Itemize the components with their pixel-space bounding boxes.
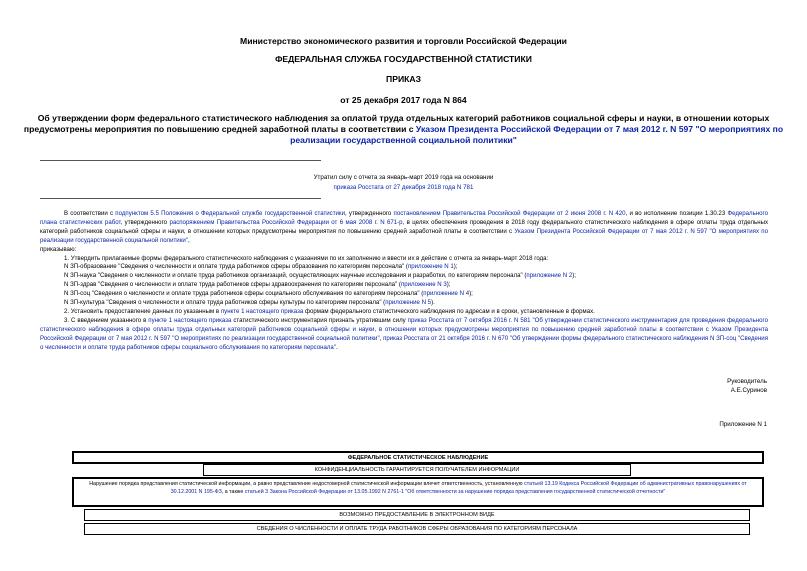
electronic-box: ВОЗМОЖНО ПРЕДОСТАВЛЕНИЕ В ЭЛЕКТРОННОМ ВИДЕ bbox=[84, 509, 750, 521]
title-text: Об утверждении форм федерального статистического наблюдения за оплатой труда отдельных категорий работников социальной сферы и науки, в отношении которых предусмотрены мероприятия по повышению средней заработной платы в соответствии с bbox=[23, 113, 770, 134]
preamble-link-1[interactable]: подпунктом 5.5 Положения о Федеральной службе государственной статистики bbox=[115, 210, 345, 217]
appendix-2-link[interactable]: приложение N 2 bbox=[526, 272, 573, 280]
item2-paragraph: 2. Установить предоставление данных по указанным в пункте 1 настоящего приказа формам федерального статистического наблюдения по адресам и в сроки, установленные в формах. bbox=[64, 307, 595, 315]
title-decree-link[interactable]: Указом Президента Российской Федерации от 7 мая 2012 г. N 597 "О мероприятиях по реализации государственной социальной политики" bbox=[290, 124, 784, 145]
repealed-order-670-link[interactable]: приказ Росстата от 21 октября 2016 г. N 670 "Об утверждении формы федерального статистического наблюдения N ЗП-соц "Сведения о численности и оплате труда работников сферы социального обслуживания по категориям персонала" bbox=[40, 334, 768, 351]
repealed-order-581-link[interactable]: приказ Росстата от 7 октября 2016 г. N 581 "Об утверждении статистического инструментария для проведения федерального статистического наблюдения в сфере оплаты труда отдельных категорий работников социальной сферы и науки, в отношении которых предусмотрены мероприятия по повышению средней заработной платы в соответствии с Указом Президента Российской Федерации от 7 мая 2012 г. N 597 "О мероприятиях по реализации государственной социальной политики" bbox=[40, 316, 768, 342]
form-item: N ЗП-образование "Сведения о численности и оплате труда работников сферы образования по категориям персонала" (приложение N 1); bbox=[64, 263, 458, 271]
item3-paragraph: 3. С введением указанного в пункте 1 настоящего приказа статистического инструментария признать утратившим силу приказ Росстата от 7 октября 2016 г. N 581 "Об утверждении статистического инструментария для проведения федерального статистического наблюдения в сфере оплаты труда отдельных категорий работников социальной сферы и науки, в отношении которых предусмотрены мероприятия по повышению средней заработной платы в соответствии с Указом Президента Российской Федерации от 7 мая 2012 г. N 597 "О мероприятиях по реализации государственной социальной политики", приказ Росстата от 21 октября 2016 г. N 670 "Об утверждении формы федерального статистического наблюдения N ЗП-соц "Сведения о численности и оплате труда работников сферы социального обслуживания по категориям персонала". bbox=[40, 316, 768, 351]
signature-role: Руководитель bbox=[727, 378, 767, 385]
form-title-box: СВЕДЕНИЯ О ЧИСЛЕННОСТИ И ОПЛАТЕ ТРУДА РАБОТНИКОВ СФЕРЫ ОБРАЗОВАНИЯ ПО КАТЕГОРИЯМ ПЕРСОНАЛА bbox=[84, 523, 750, 535]
law-article-link[interactable]: статьей 3 Закона Российской Федерации от 13.05.1992 N 2761-1 "Об ответственности за нарушение порядка представления государственной статистической отчетности" bbox=[244, 488, 666, 495]
order-body bbox=[40, 210, 768, 353]
ministry-heading: Министерство экономического развития и торговли Российской Федерации bbox=[240, 36, 567, 46]
signature-name: А.Е.Суринов bbox=[730, 387, 767, 394]
divider-top bbox=[40, 160, 321, 161]
item1-intro: 1. Утвердить прилагаемые формы федерального статистического наблюдения с указаниями по их заполнению и ввести их в действие с отчета за январь-март 2018 года: bbox=[64, 254, 549, 262]
service-heading: ФЕДЕРАЛЬНАЯ СЛУЖБА ГОСУДАРСТВЕННОЙ СТАТИСТИКИ bbox=[275, 54, 532, 64]
doc-type-heading: ПРИКАЗ bbox=[386, 74, 421, 84]
koap-article-link[interactable]: статьей 13.19 Кодекса Российской Федерации об административных правонарушениях от 30.12.2001 N 195-ФЗ bbox=[170, 481, 747, 495]
item2-point1-link[interactable]: пункте 1 настоящего приказа bbox=[220, 307, 304, 315]
appendix-5-link[interactable]: приложение N 5 bbox=[385, 299, 432, 307]
form-item: N ЗП-здрав "Сведения о численности и оплате труда работников сферы здравоохранения по категориям персонала" (приложение N 3); bbox=[64, 281, 451, 289]
form-item: N ЗП-культура "Сведения о численности и оплате труда работников сферы культуры по категориям персонала" (приложение N 5). bbox=[64, 299, 435, 307]
preamble-link-5[interactable]: Указом Президента Российской Федерации от 7 мая 2012 г. N 597 "О мероприятиях по реализации государственной социальной политики" bbox=[40, 227, 768, 244]
preamble-link-2[interactable]: постановлением Правительства Российской Федерации от 2 июня 2008 г. N 420 bbox=[393, 210, 626, 217]
appendix-4-link[interactable]: приложение N 4 bbox=[423, 290, 470, 298]
date-number-heading: от 25 декабря 2017 года N 864 bbox=[340, 95, 467, 105]
preamble-link-3[interactable]: Федерального плана статистических работ bbox=[40, 210, 769, 226]
document-title bbox=[22, 113, 785, 146]
form-item: N ЗП-соц "Сведения о численности и оплате труда работников сферы социального обслуживания по категориям персонала" (приложение N 4); bbox=[64, 290, 473, 298]
signature-block bbox=[727, 377, 767, 395]
status-note-link[interactable]: приказа Росстата от 27 декабря 2018 года N 781 bbox=[333, 184, 474, 191]
observation-box: ФЕДЕРАЛЬНОЕ СТАТИСТИЧЕСКОЕ НАБЛЮДЕНИЕ bbox=[72, 451, 764, 464]
appendix-3-link[interactable]: приложение N 3 bbox=[400, 281, 447, 289]
preamble-link-4[interactable]: распоряжением Правительства Российской Федерации от 6 мая 2008 г. N 671-р bbox=[169, 218, 403, 226]
order-word: приказываю: bbox=[40, 245, 77, 253]
preamble-paragraph: В соответствии с подпунктом 5.5 Положения о Федеральной службе государственной статистики, утвержденного постановлением Правительства Российской Федерации от 2 июня 2008 г. N 420, и во исполнение позиции 1.30.23 Федерального плана статистических работ, утвержденного распоряжением Правительства Российской Федерации от 6 мая 2008 г. N 671-р, в целях обеспечения проведения в 2018 году федерального статистического наблюдения в сфере оплаты труда отдельных категорий работников социальной сферы и науки, в отношении которых предусмотрены мероприятия по повышению средней заработной платы в соответствии с Указом Президента Российской Федерации от 7 мая 2012 г. N 597 "О мероприятиях по реализации государственной социальной политики", bbox=[40, 210, 769, 244]
item3-point1-link[interactable]: пункте 1 настоящего приказа bbox=[148, 316, 232, 324]
liability-box: Нарушение порядка представления статистической информации, а равно представление недостоверной статистической информации влечет ответственность, установленную статьей 13.19 Кодекса Российской Федерации об административных правонарушениях от 30.12.2001 N 195-ФЗ, а также статьей 3 Закона Российской Федерации от 13.05.1992 N 2761-1 "Об ответственности за нарушение порядка представления государственной статистической отчетности" bbox=[72, 477, 764, 507]
appendix-1-link[interactable]: приложение N 1 bbox=[407, 263, 454, 271]
confidentiality-box: КОНФИДЕНЦИАЛЬНОСТЬ ГАРАНТИРУЕТСЯ ПОЛУЧАТЕЛЕМ ИНФОРМАЦИИ bbox=[203, 464, 631, 476]
divider-bottom bbox=[40, 198, 321, 199]
form-item: N ЗП-наука "Сведения о численности и оплате труда работников организаций, осуществляющих научные исследования и разработки, по категориям персонала" (приложение N 2); bbox=[64, 272, 576, 280]
appendix-label: Приложение N 1 bbox=[719, 421, 767, 428]
status-note-text: Утратил силу с отчета за январь-март 2019 года на основании bbox=[313, 174, 494, 181]
status-note bbox=[0, 173, 807, 193]
